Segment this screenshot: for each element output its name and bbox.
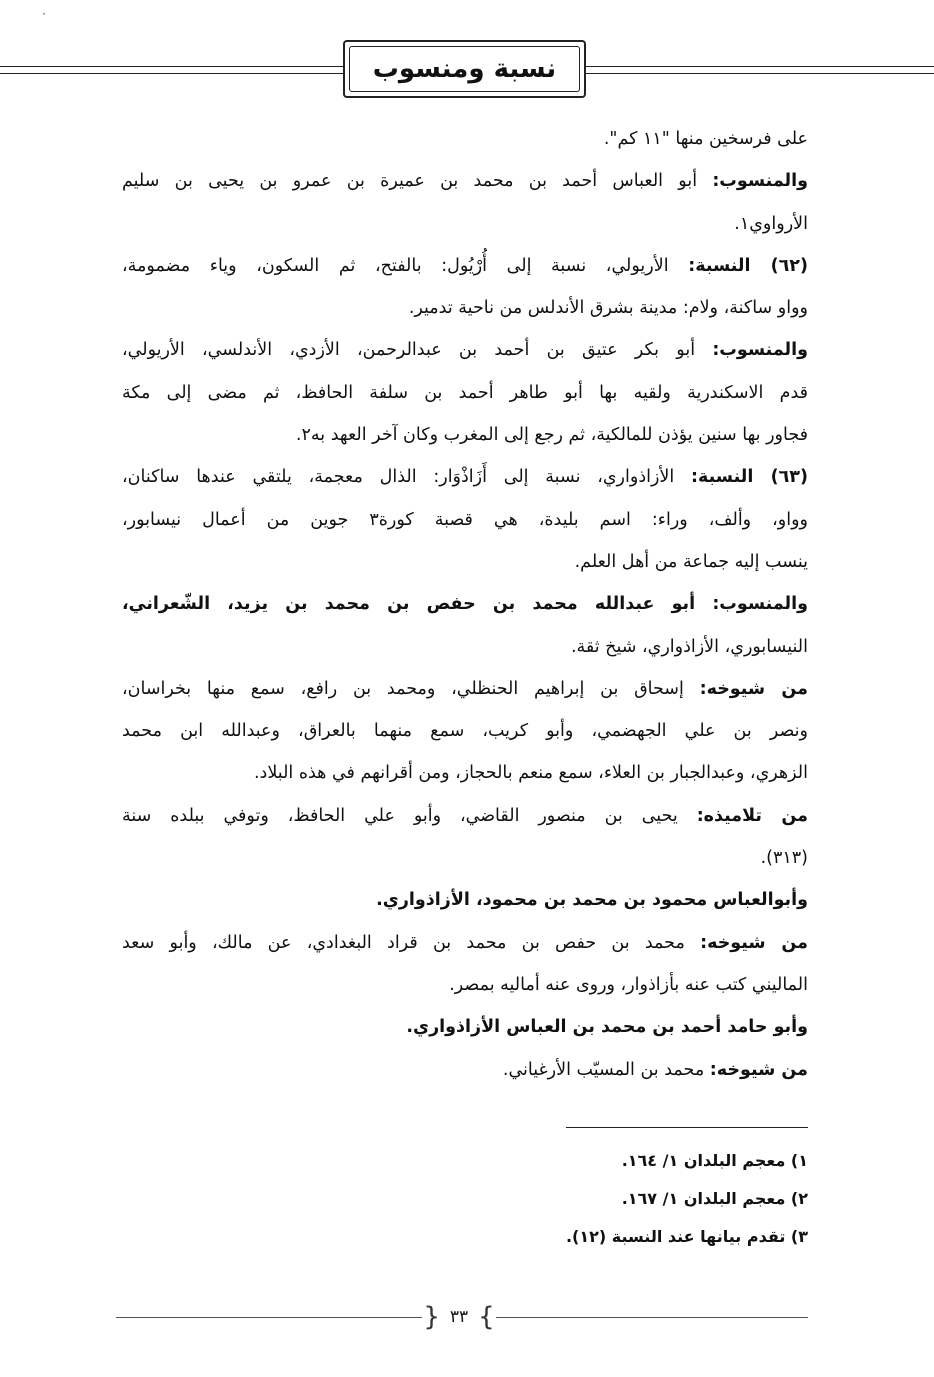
line-text: الأرواوي١. [734, 213, 808, 234]
text-line [122, 414, 808, 456]
line-text: يحيى بن منصور القاضي، وأبو علي الحافظ، وتوفي ببلده سنة [122, 805, 697, 826]
footnote: ٣) تقدم بيانها عند النسبة (١٢). [565, 1227, 808, 1246]
line-text: الزهري، وعبدالجبار بن العلاء، سمع منعم بالحجاز، ومن أقرانهم في هذه البلاد. [253, 763, 808, 784]
text-line [122, 964, 808, 1006]
line-text: الماليني كتب عنه بأزاذوار، وروى عنه أماليه بمصر. [449, 974, 808, 995]
main-text [122, 118, 808, 1091]
text-line [122, 287, 808, 329]
footnote: ١) معجم البلدان ١/ ١٦٤. [621, 1151, 808, 1170]
entry-label: (٦٣) النسبة: [691, 467, 808, 488]
text-line [122, 160, 808, 202]
line-text: إسحاق بن إبراهيم الحنظلي، ومحمد بن رافع، سمع منها بخراسان، [122, 678, 700, 699]
line-text: قدم الاسكندرية ولقيه بها أبو طاهر أحمد بن سلفة الحافظ، ثم مضى إلى مكة [122, 382, 808, 403]
line-text: الأريولي، نسبة إلى أُرْيُول: بالفتح، ثم السكون، وياء مضمومة، [122, 255, 689, 276]
entry-label: من شيوخه: [709, 1059, 808, 1080]
entry-label: والمنسوب: [712, 340, 808, 361]
text-line [122, 795, 808, 837]
line-text: وواو، وألف، وراء: اسم بليدة، هي قصبة كورة٣ جوين من أعمال نيسابور، [122, 509, 808, 530]
line-text: محمد بن المسيّب الأرغياني. [502, 1059, 710, 1080]
text-line [122, 668, 808, 710]
footer-bracket-left: { [478, 1302, 495, 1332]
text-line [122, 922, 808, 964]
text-line [122, 1049, 808, 1091]
line-text: أبو العباس أحمد بن محمد بن عميرة بن عمرو بن يحيى بن سليم [122, 171, 713, 192]
header-rule-left [0, 66, 343, 74]
footer-rule-left [116, 1317, 422, 1318]
text-line [122, 245, 808, 287]
header-title-box [343, 40, 586, 98]
line-text: ينسب إليه جماعة من أهل العلم. [574, 551, 808, 572]
line-text: النيسابوري، الأزاذواري، شيخ ثقة. [570, 636, 808, 657]
text-line [122, 879, 808, 921]
line-text: على فرسخين منها "١١ كم". [603, 129, 808, 149]
text-line [122, 372, 808, 414]
line-text: (٣١٣). [760, 848, 808, 869]
line-text: أبو عبدالله محمد بن حفص بن محمد بن يزيد، الشّعراني، [122, 594, 713, 615]
page-mark: · [42, 7, 46, 21]
line-text: ونصر بن علي الجهضمي، وأبو كريب، سمع منهما بالعراق، وعبدالله ابن محمد [122, 721, 808, 742]
line-text: الأزاذواري، نسبة إلى أَزَاذْوَار: الذال معجمة، يلتقي عندها ساكنان، [122, 467, 692, 488]
text-line [122, 203, 808, 245]
line-text: فجاور بها سنين يؤذن للمالكية، ثم رجع إلى المغرب وكان آخر العهد به٢. [295, 425, 808, 446]
entry-label: (٦٢) النسبة: [688, 255, 808, 276]
text-line [122, 456, 808, 498]
line-text: وواو ساكنة، ولام: مدينة بشرق الأندلس من ناحية تدمير. [408, 298, 808, 319]
footnote: ٢) معجم البلدان ١/ ١٦٧. [621, 1189, 808, 1208]
entry-label: من شيوخه: [699, 678, 808, 699]
text-line [122, 541, 808, 583]
page-number: ٣٣ [449, 1307, 469, 1327]
entry-label: والمنسوب: [712, 171, 808, 192]
page-header-title: نسبة ومنسوب [372, 54, 557, 84]
entry-label: والمنسوب: [712, 594, 808, 615]
text-line [122, 626, 808, 668]
line-text: وأبو حامد أحمد بن محمد بن العباس الأزاذواري. [406, 1017, 808, 1038]
entry-label: من شيوخه: [700, 932, 808, 953]
line-text: أبو بكر عتيق بن أحمد بن عبدالرحمن، الأزدي، الأندلسي، الأريولي، [122, 340, 713, 361]
text-line [122, 837, 808, 879]
line-text: وأبوالعباس محمود بن محمد بن محمود، الأزاذواري. [376, 890, 808, 911]
text-line [122, 583, 808, 625]
text-line [122, 752, 808, 794]
line-text: محمد بن حفص بن محمد بن قراد البغدادي، عن مالك، وأبو سعد [122, 932, 701, 953]
footer-rule-right [496, 1317, 808, 1318]
footnotes [430, 1142, 808, 1256]
header-rule-right [586, 66, 934, 74]
text-line [122, 1006, 808, 1048]
footer-bracket-right: } [423, 1302, 440, 1332]
page-number-box [422, 1300, 496, 1334]
text-line [122, 118, 808, 160]
text-line [122, 710, 808, 752]
text-line [122, 499, 808, 541]
entry-label: من تلاميذه: [696, 805, 808, 826]
footnote-separator [566, 1127, 808, 1128]
text-line [122, 329, 808, 371]
